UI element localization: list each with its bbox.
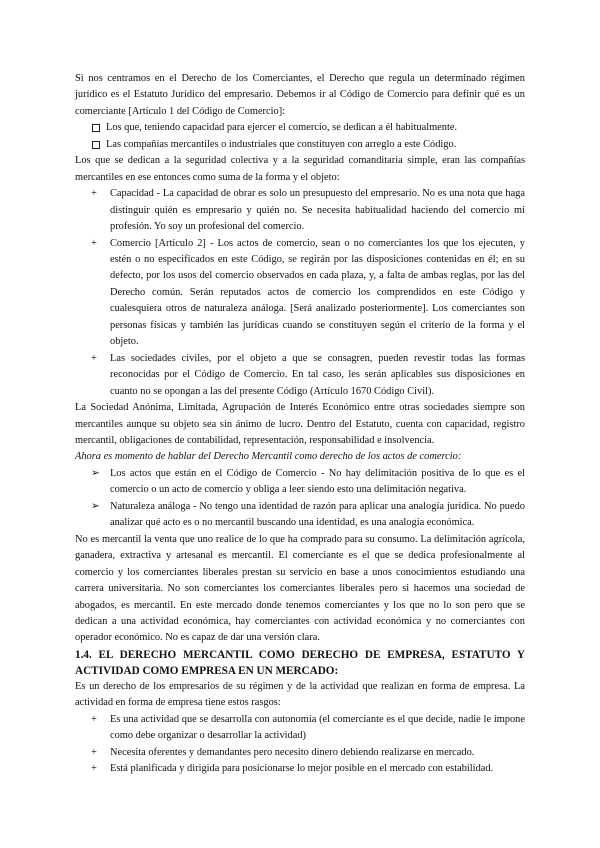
plus-list-item — [75, 351, 525, 400]
plus-list-item-text: Está planificada y dirigida para posicionarse lo mejor posible en el mercado con estabilidad. — [110, 763, 494, 775]
arrow-list-item — [75, 499, 525, 532]
arrow-bullet-icon: ➢ — [91, 467, 100, 479]
plus-bullet-icon: + — [91, 188, 97, 200]
checkbox-item-text: Los que, teniendo capacidad para ejercer el comercio, se dedican a él habitualmente. — [106, 122, 458, 134]
plus-bullet-icon: + — [91, 352, 97, 364]
document-body — [75, 71, 525, 778]
plus-list-item-text: Capacidad - La capacidad de obrar es solo un presupuesto del empresario. No es una nota que haga distinguir quién es empresario y quién no. Se necesita habitualidad haciendo del comercio mi profesión. Yo soy un profesional del comercio. — [110, 188, 525, 233]
checkbox-icon — [92, 141, 100, 149]
plus-list-item-text: Comercio [Artículo 2] - Los actos de comercio, sean o no comerciantes los que los ejecuten, y estén o no especificados en este Código, se regirán por las disposiciones contenidas en él; en su defecto, por los usos del comercio observados en cada plaza, y, a falta de ambas reglas, por las del Derecho común. Serán reputados actos de comercio los comprendidos en este Código y cualesquiera otros de naturaleza análoga. [Será analizado posteriormente]. Los comerciantes son personas físicas y también las jurídicas cuando se constituyen según el criterio de la forma y el objeto. — [110, 237, 525, 348]
mercantil-paragraph: No es mercantil la venta que uno realice de lo que ha comprado para su consumo. La delimitación agrícola, ganadera, extractiva y artesanal es mercantil. El comerciante es el que se dedica profesionalmente al comercio y los comerciantes liberales prestan su servicio en base a unos conocimientos estudiando una carrera universitaria. No son comerciantes los comerciantes liberales pero si hacemos una sociedad de abogados, es mercantil. En este mercado donde tenemos comerciantes y los que no lo son pero que se dedican a una actividad económica, hay comerciantes con actividad económica y no comerciantes con operador económico. No es capaz de dar una versión clara. — [75, 533, 525, 644]
arrow-list-item-text: Los actos que están en el Código de Comercio - No hay delimitación positiva de lo que es el comercio o un acto de comercio y obliga a leer siendo esto una delimitación negativa. — [110, 467, 525, 496]
plus-list-item-text: Necesita oferentes y demandantes pero necesito dinero debiendo realizarse en mercado. — [110, 746, 475, 758]
italic-intro-line: Ahora es momento de hablar del Derecho Mercantil como derecho de los actos de comercio: — [75, 451, 462, 463]
plus-bullet-icon: + — [91, 237, 97, 249]
plus-bullet-icon: + — [91, 763, 97, 775]
plus-bullet-icon: + — [91, 713, 97, 725]
companies-paragraph: Los que se dedican a la seguridad colectiva y a la seguridad comanditaria simple, eran las compañías mercantiles en ese entonces como suma de la forma y el objeto: — [75, 155, 525, 183]
arrow-bullet-icon: ➢ — [91, 500, 100, 512]
plus-list-item — [75, 712, 525, 745]
plus-bullet-icon: + — [91, 746, 97, 758]
checkbox-item — [75, 137, 525, 153]
checkbox-icon — [92, 124, 100, 132]
plus-list-item — [75, 236, 525, 351]
checkbox-item-text: Las compañías mercantiles o industriales que constituyen con arreglo a este Código. — [106, 138, 457, 150]
section-heading: 1.4. EL DERECHO MERCANTIL COMO DERECHO DE EMPRESA, ESTATUTO Y ACTIVIDAD COMO EMPRESA EN UN MERCADO: — [75, 648, 525, 677]
plus-list-item — [75, 745, 525, 761]
intro-paragraph: Si nos centramos en el Derecho de los Comerciantes, el Derecho que regula un determinado régimen jurídico es el Estatuto Jurídico del empresario. Debemos ir al Código de Comercio para definir qué es un comerciante [Artículo 1 del Código de Comercio]: — [75, 73, 525, 117]
arrow-list-item — [75, 466, 525, 499]
sociedad-paragraph: La Sociedad Anónima, Limitada, Agrupación de Interés Económico entre otras sociedades siempre son mercantiles aunque su objeto sea sin ánimo de lucro. Dentro del Estatuto, cuenta con capacidad, registro mercantil, obligaciones de contabilidad, representación, responsabilidad e insolvencia. — [75, 402, 525, 446]
plus-list-item — [75, 186, 525, 235]
empresa-paragraph: Es un derecho de los empresarios de su régimen y de la actividad que realizan en forma de empresa. La actividad en forma de empresa tiene estos rasgos: — [75, 680, 525, 709]
plus-list-item-text: Las sociedades civiles, por el objeto a que se consagren, pueden revestir todas las formas reconocidas por el Código de Comercio. En tal caso, les serán aplicables sus disposiciones en cuanto no se opongan a las del presente Código (Artículo 1670 Código Civil). — [110, 352, 525, 397]
checkbox-item — [75, 120, 525, 136]
plus-list-item-text: Es una actividad que se desarrolla con autonomía (el comerciante es el que decide, nadie le impone como debe organizar o desarrollar la actividad) — [110, 713, 525, 742]
plus-list-item — [75, 761, 525, 777]
arrow-list-item-text: Naturaleza análoga - No tengo una identidad de razón para aplicar una analogía jurídica. No puedo analizar qué acto es o no mercantil buscando una identidad, es una analogía económica. — [110, 500, 525, 529]
